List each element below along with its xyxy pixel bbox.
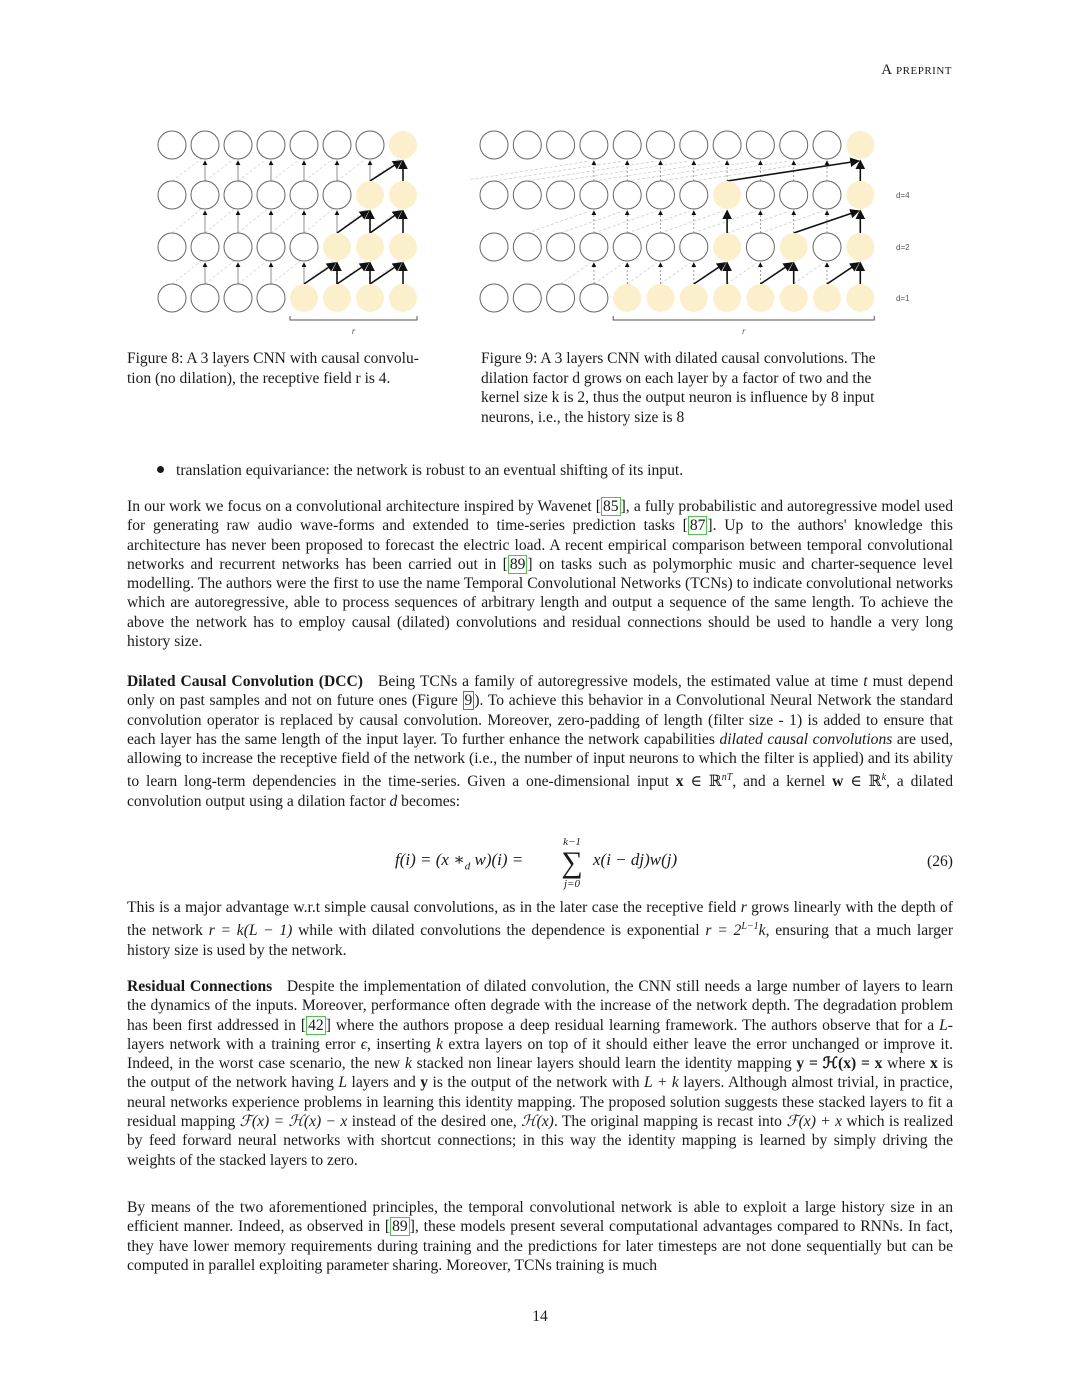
- caption-line: Figure 8: A 3 layers CNN with causal convolu-: [127, 350, 419, 367]
- paragraph-dcc: Dilated Causal Convolution (DCC) Being TCNs a family of autoregressive models, the estimated value at time t must depend only on past samples and not on future ones (Figure 9 ). To achieve this behavior in a Convolutional Neural Network the standard convolution operator is replaced by causal convolution. Moreover, zero-padding of length (filter size - 1) is added to ensure that each layer has the same length of the input layer. To further enhance the network capabilities dilated causal convolutions are used, allowing to increase the receptive field of the network (i.e., the number of input neurons to which the filter is applied) and its ability to learn long-term dependencies in the time-series. Given a one-dimensional input x ∈ ℝ$^{nT}$, and a kernel w ∈ ℝ$^k$, a dilated convolution output using a dilation factor d becomes:: [127, 673, 954, 810]
- paragraph-receptive-field: This is a major advantage w.r.t simple causal convolutions, as in the later case the receptive field r grows linearly with the depth of the network r = k(L − 1) while with dilated convolutions the dependence is exponential $r = 2^{L-1}k$, ensuring that a much larger history size is used by the network.: [127, 899, 954, 959]
- figure-9-caption: [481, 349, 921, 427]
- citation-link[interactable]: 87: [689, 517, 706, 535]
- equation-body: f(i) = (x $∗_d$ w)(i) =: [395, 850, 524, 873]
- svg-text:d=4: d=4: [896, 191, 910, 200]
- figure-9-diagram: [470, 115, 930, 340]
- caption-line: Figure 9: A 3 layers CNN with dilated causal convolutions. The: [481, 350, 876, 367]
- svg-text:d=1: d=1: [896, 294, 910, 303]
- running-header: [881, 62, 952, 79]
- caption-line: neurons, i.e., the history size is 8: [481, 408, 685, 426]
- equation-26: [127, 836, 953, 896]
- svg-text:r: r: [351, 326, 356, 336]
- page-number: 14: [532, 1308, 548, 1325]
- equation-rhs: x(i − dj)w(j): [593, 850, 678, 869]
- paragraph-advantages: By means of the two aforementioned principles, the temporal convolutional network is able to exploit a large history size in an efficient manner. Indeed, as observed in [ 89 ], these models present several computational advantages compared to RNNs. In fact, they have lower memory requirements during training and the predictions for later timesteps are not done sequentially but can be computed in parallel exploiting parameter sharing. Moreover, TCNs training is much: [127, 1199, 953, 1274]
- running-title-rest: preprint: [896, 62, 952, 78]
- svg-text:r: r: [741, 326, 746, 336]
- svg-text:d=2: d=2: [896, 243, 910, 252]
- caption-line: tion (no dilation), the receptive field r is 4.: [127, 369, 391, 387]
- equation-number: (26): [927, 853, 953, 870]
- citation-link[interactable]: 89: [392, 1218, 408, 1236]
- caption-line: dilation factor d grows on each layer by a factor of two and the: [481, 369, 872, 387]
- citation-link[interactable]: 42: [308, 1016, 324, 1034]
- section-heading-residual: Residual Connections: [127, 978, 273, 995]
- figure-8-diagram: [140, 115, 440, 340]
- paragraph-wavenet: In our work we focus on a convolutional architecture inspired by Wavenet [ 85 ], a fully probabilistic and autoregressive model used for generating raw audio wave-forms and extended to time-series prediction tasks [ 87 ]. Up to the authors' knowledge this architecture has never been proposed to forecast the electric load. A recent empirical comparison between temporal convolutional networks and recurrent networks has been carried out in [ 89 ] on tasks such as polymorphic music and charter-sequence level modelling. The authors were the first to use the name Temporal Convolutional Networks (TCNs) to indicate convolutional networks which are autoregressive, able to process sequences of arbitrary length and output a sequence of the same length. To achieve the above the network has to employ causal (dilated) convolutions and residual connections should be used to handle a very long history size.: [127, 498, 954, 651]
- bullet-text: translation equivariance: the network is robust to an eventual shifting of its input.: [176, 462, 684, 479]
- running-title-initial: A: [881, 62, 892, 78]
- citation-link[interactable]: 89: [509, 555, 526, 573]
- citation-link[interactable]: 85: [603, 498, 619, 515]
- bullet-item: [157, 462, 683, 480]
- figure-ref-link[interactable]: 9: [464, 692, 473, 710]
- paragraph-residual: Residual Connections Despite the implementation of dilated convolution, the CNN still needs a large number of layers to learn the dynamics of the inputs. Moreover, performance often degrade with the increase of the network depth. The degradation problem has been first addressed in [ 42 ] where the authors propose a deep residual learning framework. The authors observe that for a L-layers network with a training error ϵ, inserting k extra layers on top of it should either leave the error unchanged or improve it. Indeed, in the worst case scenario, the new k stacked non linear layers should learn the identity mapping y = ℋ(x) = x where x is the output of the network having L layers and y is the output of the network with L + k layers. Although almost trivial, in practice, neural networks experience problems in learning this identity mapping. The proposed solution suggests these stacked layers to fit a residual mapping ℱ(x) = ℋ(x) − x instead of the desired one, ℋ(x). The original mapping is recast into ℱ(x) + x which is realized by feed forward neural networks with shortcut connections; in this way the identity mapping is learned by simply driving the weights of the stacked layers to zero.: [127, 978, 954, 1169]
- caption-line: kernel size k is 2, thus the output neuron is influence by 8 input: [481, 389, 875, 406]
- figure-8-caption: [127, 349, 467, 388]
- section-heading-dcc: Dilated Causal Convolution (DCC): [127, 673, 363, 690]
- summation-symbol: k−1 ∑ j=0: [561, 836, 583, 890]
- bullet-icon: [157, 466, 164, 473]
